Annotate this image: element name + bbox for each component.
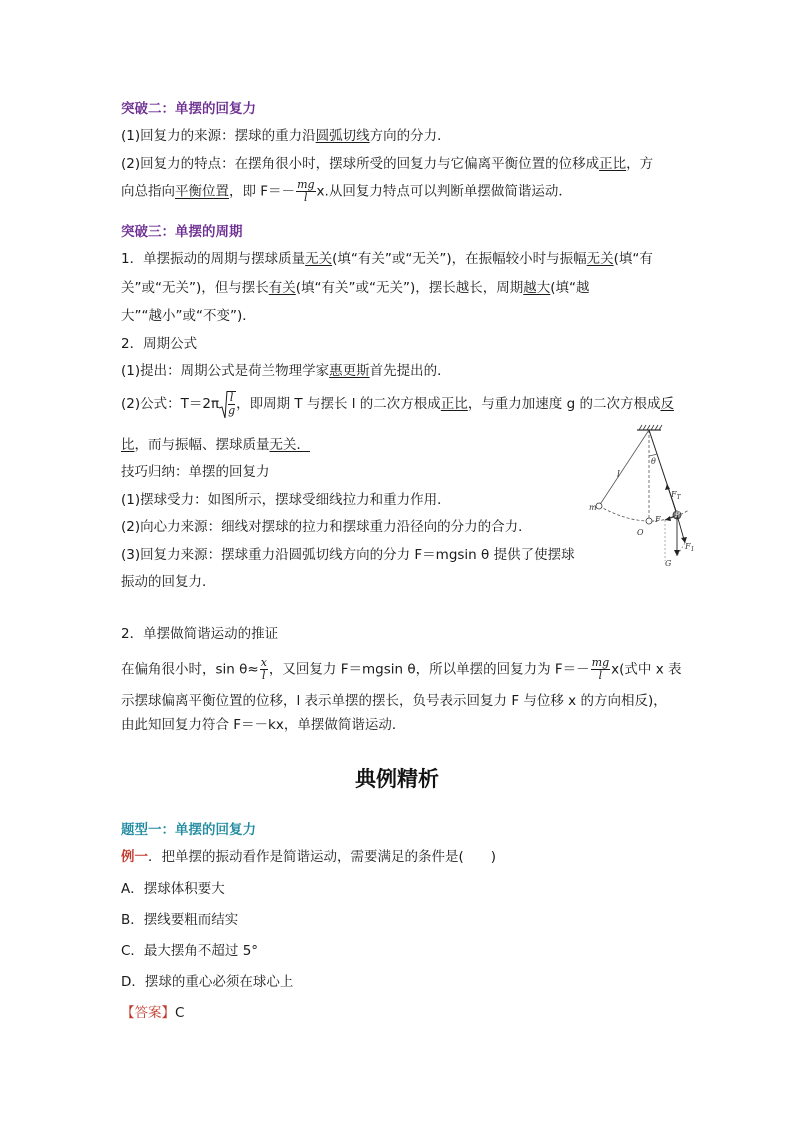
answer-label: 【答案】 bbox=[121, 1005, 175, 1021]
label-theta: θ bbox=[651, 457, 656, 466]
ball-equilibrium bbox=[646, 518, 652, 524]
label-o: O bbox=[637, 528, 644, 537]
derivation-line3: 由此知回复力符合 F＝－kx，单摆做简谐运动． bbox=[121, 717, 406, 733]
radical-sign bbox=[219, 391, 228, 419]
tension-arrowhead bbox=[665, 484, 670, 490]
breakthrough3-p7: 比，而与振幅、摆球质量无关． bbox=[121, 437, 310, 453]
label-g: G bbox=[665, 559, 672, 568]
examples-heading: 典例精析 bbox=[355, 766, 439, 791]
derivation-line1: 在偏角很小时，sin θ≈ $\frac{x}{l}$ ，又回复力 F＝mgsin θ，所以单摆的回复力为 F＝－ $\frac{mg}{l}$ x(式中 x 表 bbox=[121, 656, 682, 682]
breakthrough2-title: 突破二：单摆的回复力 bbox=[121, 101, 256, 117]
option-d: D．摆球的重心必须在球心上 bbox=[121, 974, 294, 990]
breakthrough3-p3: 大”“越小”或“不变”)． bbox=[121, 308, 256, 324]
label-ft: $F_T$ bbox=[671, 490, 681, 501]
tips-line1: (1)摆球受力：如图所示，摆球受细线拉力和重力作用． bbox=[121, 492, 451, 508]
breakthrough3-p5: (1)提出：周期公式是荷兰物理学家惠更斯首先提出的． bbox=[121, 363, 451, 379]
answer-value: C bbox=[175, 1005, 185, 1021]
label-m: m bbox=[589, 503, 597, 512]
left-string bbox=[599, 430, 649, 506]
label-f1: $F_1$ bbox=[685, 542, 695, 553]
gravity-arrowhead bbox=[674, 550, 680, 556]
label-p: P bbox=[675, 511, 680, 519]
breakthrough2-line3: 向总指向平衡位置，即 F＝－ $\frac{mg}{l}$ x.从回复力特点可以判断单摆做简谐运动． bbox=[121, 178, 572, 204]
helper-dash-1 bbox=[677, 543, 685, 556]
option-c: C．最大摆角不超过 5° bbox=[121, 943, 259, 959]
ceiling-hatch bbox=[639, 425, 662, 430]
tips-title: 技巧归纳：单摆的回复力 bbox=[121, 464, 270, 480]
tips-line2: (2)向心力来源：细线对摆球的拉力和摆球重力沿径向的分力的合力． bbox=[121, 519, 532, 535]
sqrt-l-over-g: $\frac{l}{g}$ bbox=[219, 391, 236, 417]
ball-left bbox=[596, 503, 602, 509]
fraction-mg-over-l-2: $\frac{mg}{l}$ bbox=[591, 656, 610, 682]
restoring-force-arrowhead bbox=[665, 516, 671, 521]
tips-line3: (3)回复力来源：摆球重力沿圆弧切线方向的分力 F＝mgsin θ 提供了使摆球 bbox=[121, 547, 575, 563]
breakthrough3-p2: 关”或“无关”)，但与摆长有关(填“有关”或“无关”)，摆长越长，周期越大(填“越 bbox=[121, 280, 590, 296]
answer-line bbox=[121, 1001, 184, 1021]
label-f: F bbox=[655, 515, 661, 524]
example-question: 例一．把单摆的振动看作是简谐运动，需要满足的条件是( ) bbox=[121, 849, 497, 865]
option-b: B．摆线要粗而结实 bbox=[121, 912, 239, 928]
derivation-title: 2．单摆做简谐运动的推证 bbox=[121, 626, 279, 642]
breakthrough2-line1: (1)回复力的来源：摆球的重力沿圆弧切线方向的分力． bbox=[121, 128, 451, 144]
example-label: 例一 bbox=[121, 849, 148, 865]
option-a: A．摆球体积要大 bbox=[121, 881, 225, 897]
derivation-line2: 示摆球偏离平衡位置的位移，l 表示单摆的摆长，负号表示回复力 F 与位移 x 的方向相反)， bbox=[121, 693, 667, 709]
pendulum-diagram bbox=[585, 422, 715, 570]
fraction-mg-over-l: $\frac{mg}{l}$ bbox=[297, 178, 315, 204]
breakthrough3-title: 突破三：单摆的周期 bbox=[121, 224, 243, 240]
question-type-title: 题型一：单摆的回复力 bbox=[121, 822, 256, 838]
label-l: l bbox=[617, 470, 620, 480]
breakthrough2-line2: (2)回复力的特点：在摆角很小时，摆球所受的回复力与它偏离平衡位置的位移成正比，方 bbox=[121, 156, 654, 172]
breakthrough3-p1: 1．单摆振动的周期与摆球质量无关(填“有关”或“无关”)，在振幅较小时与振幅无关(填“有 bbox=[121, 251, 653, 267]
tips-line4: 振动的回复力． bbox=[121, 574, 216, 590]
breakthrough3-p4: 2．周期公式 bbox=[121, 336, 198, 352]
breakthrough3-p6: (2)公式：T＝2π $\frac{l}{g}$ ，即周期 T 与摆长 l 的二次方根成正比，与重力加速度 g 的二次方根成反 bbox=[121, 391, 674, 417]
fraction-x-over-l: $\frac{x}{l}$ bbox=[260, 656, 267, 682]
theta-arc bbox=[649, 454, 657, 456]
